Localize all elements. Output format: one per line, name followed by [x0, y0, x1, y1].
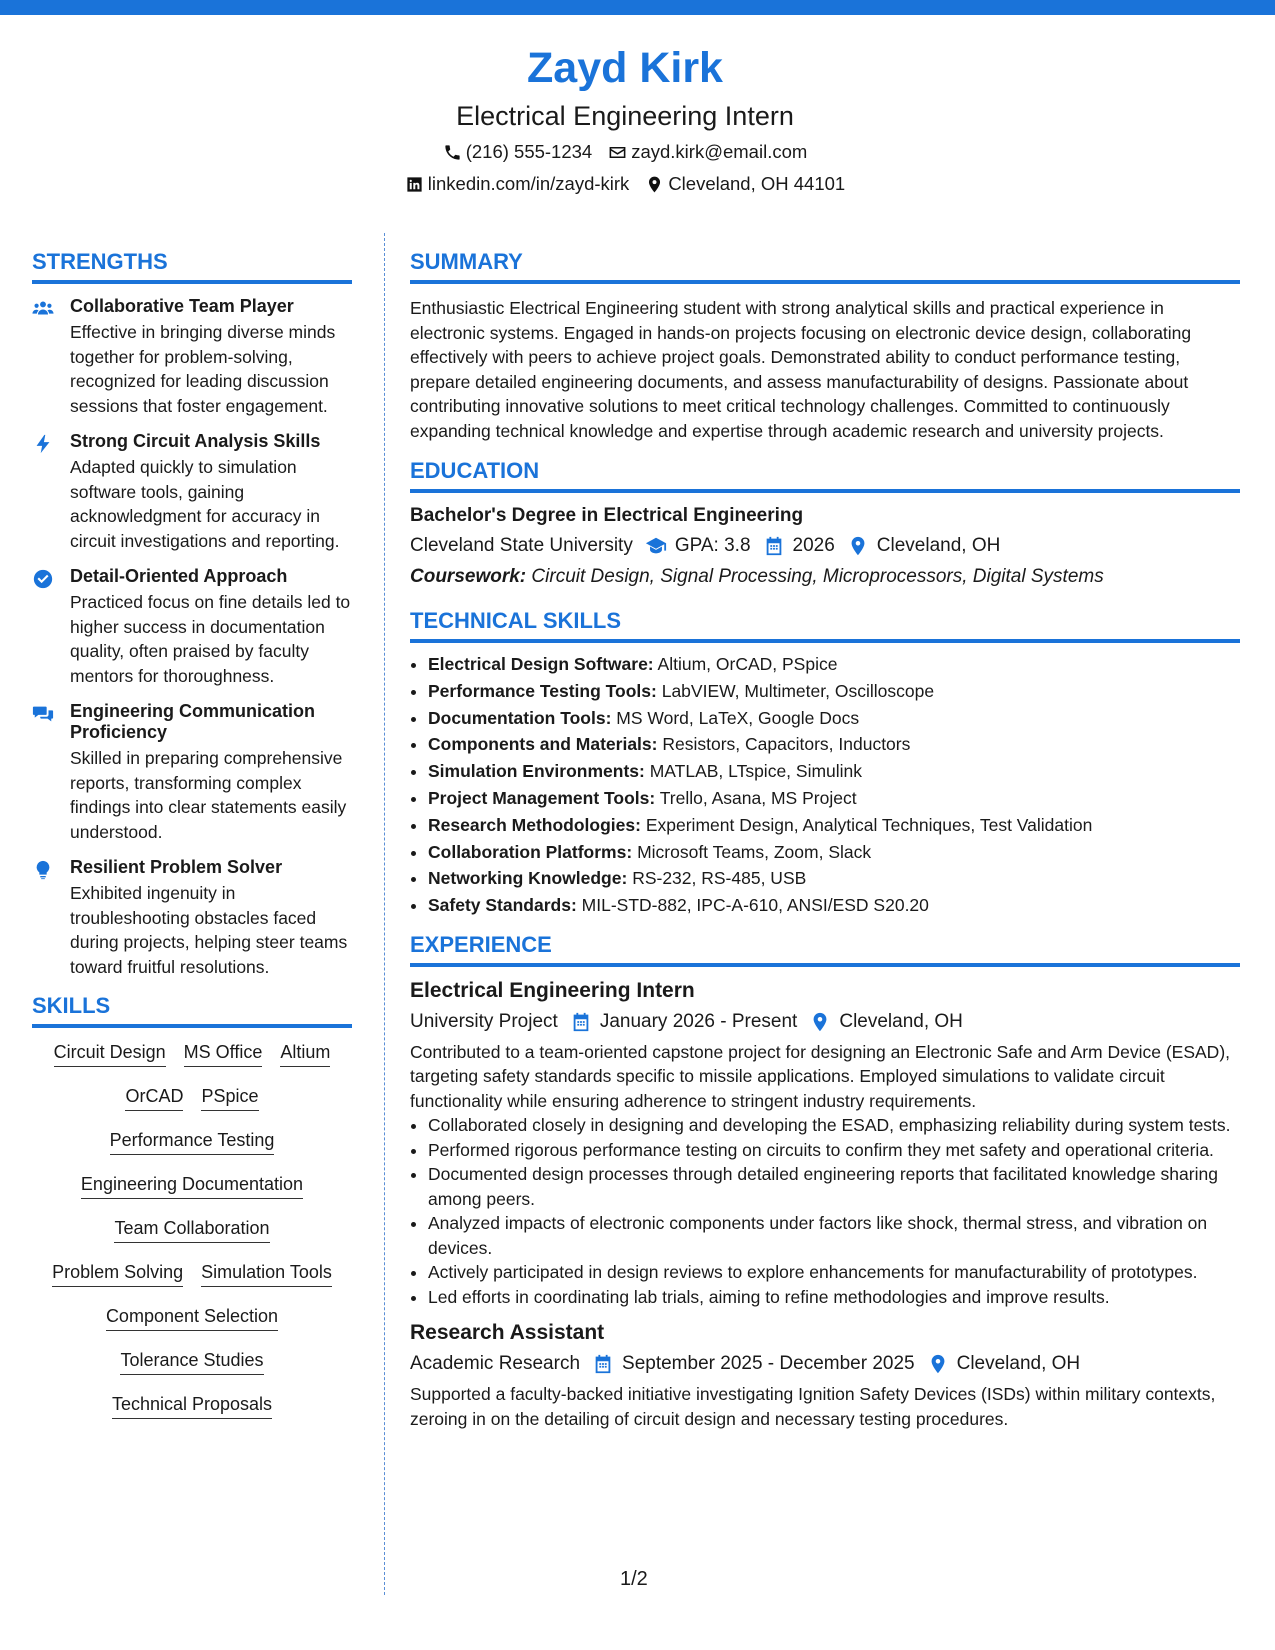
list-item: • Collaborated closely in designing and developing the ESAD, emphasizing reliability during system tests. — [428, 1113, 1240, 1138]
page-number: 1/2 — [620, 1568, 648, 1590]
graduation-year: 2026 — [792, 535, 835, 556]
skill-row — [32, 1260, 352, 1287]
linkedin-contact[interactable] — [405, 172, 630, 196]
linkedin-text: linkedin.com/in/zayd-kirk — [427, 173, 630, 194]
summary-heading: SUMMARY — [410, 248, 1240, 284]
skill-row — [32, 1084, 352, 1111]
skill-tag: Team Collaboration — [114, 1216, 269, 1243]
right-column — [410, 248, 1240, 1431]
column-divider — [384, 233, 385, 1595]
strength-title: Collaborative Team Player — [70, 296, 294, 316]
list-item: • Led efforts in coordinating lab trials, aiming to refine methodologies and improve results. — [428, 1285, 1240, 1310]
skill-row — [32, 1304, 352, 1331]
job-org: Academic Research — [410, 1353, 581, 1375]
skill-tag: Altium — [280, 1040, 330, 1067]
job-meta — [410, 1350, 1240, 1378]
list-item: • Actively participated in design reviews to explore enhancements for manufacturability of prototypes. — [428, 1260, 1240, 1285]
left-column — [32, 248, 352, 1436]
strength-title: Engineering Communication Proficiency — [70, 701, 316, 742]
linkedin-icon — [405, 175, 424, 194]
job-location: Cleveland, OH — [839, 1010, 963, 1032]
strength-item — [32, 431, 352, 553]
candidate-name: Zayd Kirk — [527, 44, 723, 92]
phone-contact[interactable] — [443, 140, 593, 164]
strength-desc: Effective in bringing diverse minds together for problem-solving, recognized for leading discussion sessions that foster engagement. — [70, 322, 336, 416]
skill-tag: Component Selection — [106, 1304, 278, 1331]
list-item: • Simulation Environments: MATLAB, LTspice, Simulink — [428, 758, 1240, 785]
skill-tag: Performance Testing — [110, 1128, 275, 1155]
envelope-icon — [608, 143, 627, 162]
technical-skills-heading: TECHNICAL SKILLS — [410, 607, 1240, 643]
list-item: • Safety Standards: MIL-STD-882, IPC-A-610, ANSI/ESD S20.20 — [428, 892, 1240, 919]
skill-row — [32, 1040, 352, 1067]
graduation-cap-icon — [645, 535, 667, 557]
calendar-icon — [763, 535, 785, 557]
list-item: • Documentation Tools: MS Word, LaTeX, Google Docs — [428, 705, 1240, 732]
education-location: Cleveland, OH — [876, 535, 1001, 556]
list-item: • Components and Materials: Resistors, Capacitors, Inductors — [428, 731, 1240, 758]
skill-tag: Problem Solving — [52, 1260, 183, 1287]
list-item: • Collaboration Platforms: Microsoft Teams, Zoom, Slack — [428, 839, 1240, 866]
skill-tag: Tolerance Studies — [120, 1348, 263, 1375]
skill-tag: Simulation Tools — [201, 1260, 332, 1287]
job-meta — [410, 1008, 1240, 1036]
degree-title: Bachelor's Degree in Electrical Engineering — [410, 505, 804, 526]
gpa-text: GPA: 3.8 — [674, 535, 751, 556]
job-title: Research Assistant — [410, 1321, 605, 1345]
strength-item — [32, 566, 352, 688]
list-item: • Analyzed impacts of electronic components under factors like shock, thermal stress, and vibration on devices. — [428, 1211, 1240, 1260]
check-circle-icon — [32, 568, 54, 590]
job-summary: Supported a faculty-backed initiative investigating Ignition Safety Devices (ISDs) within military contexts, zeroing in on the detailing of circuit design and necessary testing procedures. — [410, 1384, 1216, 1429]
skills-heading: SKILLS — [32, 992, 352, 1028]
candidate-role: Electrical Engineering Intern — [456, 101, 794, 131]
experience-heading: EXPERIENCE — [410, 931, 1240, 967]
strength-item — [32, 701, 352, 844]
skill-row — [32, 1348, 352, 1375]
location-contact — [645, 172, 845, 196]
strength-title: Detail-Oriented Approach — [70, 566, 288, 586]
skill-tag: PSpice — [201, 1084, 258, 1111]
strength-desc: Adapted quickly to simulation software tools, gaining acknowledgment for accuracy in circuit investigations and reporting. — [70, 457, 340, 551]
job-org: University Project — [410, 1010, 558, 1032]
job-location: Cleveland, OH — [956, 1353, 1081, 1375]
skill-tag: Circuit Design — [54, 1040, 166, 1067]
coursework — [410, 563, 1240, 591]
email-text: zayd.kirk@email.com — [631, 141, 808, 162]
strength-desc: Practiced focus on fine details led to higher success in documentation quality, often praised by faculty mentors for thoroughness. — [70, 592, 351, 686]
list-item: • Performed rigorous performance testing on circuits to confirm they met safety and operational criteria. — [428, 1138, 1240, 1163]
skill-row — [32, 1128, 352, 1155]
contact-row-1 — [0, 140, 1275, 164]
education-meta — [410, 532, 1240, 560]
coursework-list: Circuit Design, Signal Processing, Microprocessors, Digital Systems — [531, 566, 1104, 587]
strength-desc: Exhibited ingenuity in troubleshooting obstacles faced during projects, helping steer teams toward fruitful resolutions. — [70, 883, 348, 977]
location-text: Cleveland, OH 44101 — [668, 173, 846, 194]
phone-text: (216) 555-1234 — [465, 141, 593, 162]
skill-row — [32, 1216, 352, 1243]
skill-row — [32, 1172, 352, 1199]
strength-item — [32, 296, 352, 418]
comments-icon — [32, 703, 54, 725]
list-item: • Project Management Tools: Trello, Asana, MS Project — [428, 785, 1240, 812]
strength-title: Resilient Problem Solver — [70, 857, 283, 877]
map-pin-icon — [927, 1353, 949, 1375]
job-summary: Contributed to a team-oriented capstone project for designing an Electronic Safe and Arm Device (ESAD), targeting safety standards specific to missile applications. Employed simulations to validate circuit functionality while ensuring adherence to stringent industry requirements. — [410, 1041, 1231, 1111]
phone-icon — [443, 143, 462, 162]
strengths-heading: STRENGTHS — [32, 248, 352, 284]
skill-tag: Engineering Documentation — [81, 1172, 303, 1199]
coursework-label: Coursework: — [410, 566, 527, 587]
list-item: • Documented design processes through detailed engineering reports that facilitated knowledge sharing among peers. — [428, 1162, 1240, 1211]
calendar-icon — [592, 1353, 614, 1375]
users-icon — [32, 298, 54, 320]
bolt-icon — [32, 433, 54, 455]
skills-list — [32, 1040, 352, 1419]
technical-skills-list — [410, 651, 1240, 919]
job-dates: January 2026 - Present — [599, 1010, 798, 1032]
map-pin-icon — [645, 175, 664, 194]
resume-header — [0, 40, 1275, 196]
strength-desc: Skilled in preparing comprehensive reports, transforming complex findings into clear statements easily understood. — [70, 748, 347, 842]
lightbulb-icon — [32, 859, 54, 881]
skill-row — [32, 1392, 352, 1419]
list-item: • Performance Testing Tools: LabVIEW, Multimeter, Oscilloscope — [428, 678, 1240, 705]
calendar-icon — [570, 1011, 592, 1033]
skill-tag: MS Office — [184, 1040, 263, 1067]
skill-tag: Technical Proposals — [112, 1392, 272, 1419]
map-pin-icon — [809, 1011, 831, 1033]
job-dates: September 2025 - December 2025 — [622, 1353, 915, 1375]
map-pin-icon — [847, 535, 869, 557]
list-item: • Research Methodologies: Experiment Design, Analytical Techniques, Test Validation — [428, 812, 1240, 839]
top-accent-bar — [0, 0, 1275, 15]
skill-tag: OrCAD — [125, 1084, 183, 1111]
list-item: • Electrical Design Software: Altium, OrCAD, PSpice — [428, 651, 1240, 678]
strength-item — [32, 857, 352, 979]
summary-text: Enthusiastic Electrical Engineering student with strong analytical skills and practical experience in electronic systems. Engaged in hands-on projects focusing on electronic device design, collaborating effectively with peers to achieve project goals. Demonstrated ability to conduct performance testing, prepare detailed engineering documents, and assess manufacturability of designs. Passionate about contributing innovative solutions to meet critical technology challenges. Committed to continuously expanding technical knowledge and expertise through academic research and university projects. — [410, 298, 1192, 441]
job-title: Electrical Engineering Intern — [410, 978, 695, 1002]
strength-title: Strong Circuit Analysis Skills — [70, 431, 321, 451]
job-bullets — [410, 1113, 1240, 1309]
contact-row-2 — [0, 172, 1275, 196]
education-heading: EDUCATION — [410, 457, 1240, 493]
email-contact[interactable] — [608, 140, 807, 164]
school-name: Cleveland State University — [410, 535, 633, 556]
list-item: • Networking Knowledge: RS-232, RS-485, USB — [428, 865, 1240, 892]
